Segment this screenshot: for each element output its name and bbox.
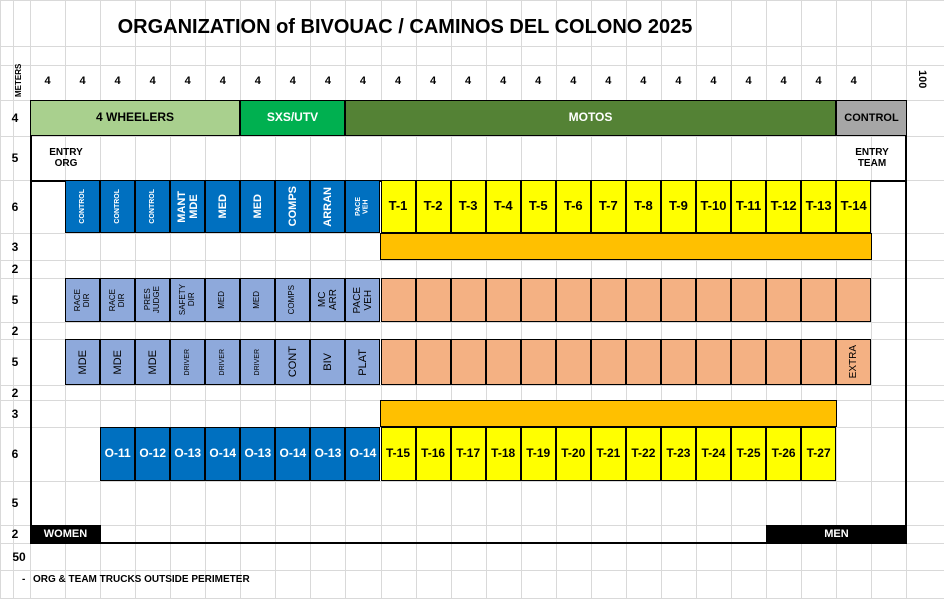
org-cell [310,278,345,322]
column-meter: 4 [79,75,86,87]
org-cell-label: MED [216,194,229,219]
tent-cell [696,278,731,322]
extra-cell [836,339,871,385]
org-cell [240,339,275,385]
team-cell [626,427,661,481]
team-cell-label: T-14 [840,198,867,214]
org-cell-label: O-11 [104,446,131,461]
team-cell-label: T-10 [700,198,727,214]
team-cell-label: T-21 [596,446,621,461]
org-cell [240,180,275,233]
org-cell-label: MED [252,291,262,309]
tent-cell [416,278,451,322]
org-cell [205,180,240,233]
team-cell [486,180,521,233]
org-cell-label: PLAT [356,348,369,376]
column-meter: 4 [745,75,752,87]
org-cell [345,180,380,233]
org-cell-label: DRIVER [253,348,261,376]
org-cell [310,339,345,385]
org-cell-label: PACE VEH [355,197,370,216]
column-meter: 4 [570,75,577,87]
org-cell [100,339,135,385]
tent-cell [486,278,521,322]
org-cell-label: MED [251,194,264,219]
org-cell [100,427,135,481]
org-cell-label: O-14 [279,446,307,461]
section-four-wheelers: 4 WHEELERS [30,100,240,136]
extra-cell-label: EXTRA [848,345,860,379]
tent-cell [451,278,486,322]
team-cell [556,180,591,233]
org-cell [275,278,310,322]
org-cell-label: CONTROL [78,189,86,224]
team-cell-label: T-18 [491,446,516,461]
team-cell [766,427,801,481]
tent-cell [766,339,801,385]
org-cell-label: DRIVER [183,348,191,376]
team-cell [591,427,626,481]
team-cell [801,180,836,233]
grid-line-h [0,136,944,137]
tent-cell [731,339,766,385]
org-cell-label: RACE DIR [72,288,91,312]
team-cell-label: T-8 [633,198,653,214]
column-meter: 4 [359,75,366,87]
org-cell [275,427,310,481]
org-cell-label: SAFETY DIR [177,284,196,316]
tent-cell [661,339,696,385]
row-meter: 5 [11,293,19,307]
org-cell-label: PACE VEH [351,286,374,314]
column-meter: 4 [500,75,507,87]
team-cell-label: T-26 [771,446,796,461]
team-cell [521,427,556,481]
tent-cell [626,339,661,385]
org-cell [205,278,240,322]
grid-line-h [0,260,944,261]
org-cell [135,427,170,481]
team-cell-label: T-24 [701,446,726,461]
org-cell [240,427,275,481]
row-meter: 50 [12,549,26,564]
tent-cell [731,278,766,322]
meters-corner-label: METERS [14,63,23,97]
team-cell-label: T-4 [493,198,513,214]
org-cell [170,427,205,481]
org-cell-label: MDE [146,349,159,375]
column-meter: 4 [850,75,857,87]
grid-line-h [0,570,944,571]
org-cell [65,278,100,322]
grid-line-h [0,46,944,47]
org-cell-label: O-14 [349,446,377,461]
team-cell [556,427,591,481]
team-cell-label: T-15 [386,446,411,461]
tent-cell [521,278,556,322]
org-cell-label: CONTROL [148,189,156,224]
team-cell-label: T-2 [423,198,443,214]
org-cell [240,278,275,322]
team-cell-label: T-22 [631,446,656,461]
org-cell [135,180,170,233]
tent-cell [486,339,521,385]
page-title: ORGANIZATION of BIVOUAC / CAMINOS DEL COLONO 2025 [117,16,693,38]
section-motos: MOTOS [345,100,836,136]
tent-cell [381,278,416,322]
column-meter: 4 [394,75,402,87]
org-cell [170,180,205,233]
note-bullet: - [22,574,26,585]
tent-cell [801,278,836,322]
org-cell [170,339,205,385]
org-cell-label: O-12 [139,446,166,461]
team-cell-label: T-12 [770,198,797,214]
org-cell [275,339,310,385]
column-meter: 4 [429,75,437,87]
row-meter: 4 [11,111,19,125]
org-cell-label: COMPS [286,186,299,227]
row-meter: 3 [11,406,19,421]
tent-cell [556,339,591,385]
column-meter: 4 [710,75,717,87]
tent-cell [381,339,416,385]
team-cell-label: T-11 [735,198,762,214]
team-cell [731,427,766,481]
perimeter-left [30,136,32,544]
tent-cell [766,278,801,322]
column-meter: 4 [605,75,612,87]
org-cell-label: O-13 [314,446,342,461]
org-cell-label: PRES JUDGE [142,286,161,314]
team-cell-label: T-5 [528,198,548,214]
row-meter: 5 [11,355,19,369]
team-cell [416,180,451,233]
column-meter: 4 [149,75,156,87]
column-meter: 4 [44,75,51,87]
org-cell [310,427,345,481]
section-sxs-utv: SXS/UTV [240,100,345,136]
org-cell [65,339,100,385]
men-label: MEN [766,525,907,543]
note-text: ORG & TEAM TRUCKS OUTSIDE PERIMETER [33,574,250,585]
org-cell-label: ARRAN [321,186,334,227]
column-meter: 4 [254,75,261,87]
tent-cell [451,339,486,385]
team-cell [661,180,696,233]
org-cell-label: MDE [111,349,124,375]
grid-line-h [0,385,944,386]
team-cell [451,180,486,233]
team-cell-label: T-7 [598,198,618,214]
awning-row-1 [380,233,872,260]
row-meter: 2 [11,385,19,400]
org-cell-label: CONT [286,346,299,378]
team-cell [696,180,731,233]
team-cell [486,427,521,481]
org-cell [275,180,310,233]
team-cell-label: T-19 [526,446,551,461]
org-cell-label: MED [217,291,227,309]
women-label: WOMEN [30,525,101,543]
tent-cell [661,278,696,322]
org-cell [65,180,100,233]
tent-cell [556,278,591,322]
org-cell-label: BIV [321,353,334,371]
row-meter: 3 [11,239,19,254]
grid-line-h [0,65,944,66]
team-cell-label: T-25 [736,446,761,461]
tent-cell [591,278,626,322]
org-cell-label: O-13 [174,446,202,461]
column-meter: 4 [289,75,296,87]
team-cell-label: T-27 [806,446,831,461]
tent-cell [591,339,626,385]
tent-cell [836,278,871,322]
org-cell-label: O-13 [244,446,272,461]
team-cell-label: T-23 [666,446,691,461]
team-cell [451,427,486,481]
team-cell [521,180,556,233]
org-cell [310,180,345,233]
entry-team-label: ENTRY TEAM [855,147,889,169]
tent-cell [626,278,661,322]
grid-line-h [0,322,944,323]
org-cell [345,278,380,322]
section-control: CONTROL [836,100,907,136]
team-cell-label: T-20 [561,446,586,461]
column-meter: 4 [219,75,226,87]
tent-cell [696,339,731,385]
row-meter: 2 [11,262,19,276]
grid-line-h [0,481,944,482]
org-cell [170,278,205,322]
org-cell-label: COMPS [287,285,297,315]
row-meter: 2 [11,527,19,541]
team-cell [766,180,801,233]
org-cell-label: O-14 [209,446,237,461]
org-cell [205,427,240,481]
team-cell-label: T-13 [805,198,832,214]
org-cell [100,278,135,322]
team-cell [626,180,661,233]
row-meter: 6 [11,447,19,461]
org-cell-label: MC ARR [316,289,339,311]
team-cell-label: T-1 [388,198,408,214]
awning-row-4 [380,400,837,427]
row-meter: 6 [11,199,19,214]
team-cell [381,180,416,233]
column-meter: 4 [780,75,787,87]
team-cell [661,427,696,481]
team-cell [731,180,766,233]
column-meter: 4 [324,75,331,87]
org-cell [100,180,135,233]
team-cell [696,427,731,481]
org-cell [205,339,240,385]
column-meter: 4 [535,75,542,87]
org-cell [345,339,380,385]
team-cell [381,427,416,481]
row-meter: 2 [11,323,19,338]
org-cell-label: MDE [76,349,89,375]
org-cell-label: CONTROL [113,189,121,224]
entry-org-label: ENTRY ORG [49,147,83,169]
team-cell [416,427,451,481]
team-cell-label: T-9 [669,198,688,214]
total-width-label: 100 [916,69,928,89]
column-meter: 4 [675,75,682,87]
grid-line-h [0,0,944,1]
team-cell-label: T-3 [458,198,478,214]
column-meter: 4 [640,75,647,87]
org-cell-label: RACE DIR [107,288,126,312]
org-cell [135,339,170,385]
row-meter: 5 [11,496,19,510]
team-cell [801,427,836,481]
team-cell [591,180,626,233]
column-meter: 4 [114,75,121,87]
org-cell [135,278,170,322]
tent-cell [521,339,556,385]
team-cell [836,180,871,233]
perimeter-right [905,180,907,544]
tent-cell [801,339,836,385]
org-cell-label: DRIVER [218,348,226,376]
tent-cell [416,339,451,385]
org-cell [345,427,380,481]
team-cell-label: T-17 [456,446,481,461]
team-cell-label: T-16 [421,446,446,461]
team-cell-label: T-6 [563,198,583,214]
org-cell-label: MANT MDE [175,190,200,223]
row-meter: 5 [11,151,19,165]
column-meter: 4 [184,75,191,87]
column-meter: 4 [465,75,472,87]
column-meter: 4 [815,75,822,87]
